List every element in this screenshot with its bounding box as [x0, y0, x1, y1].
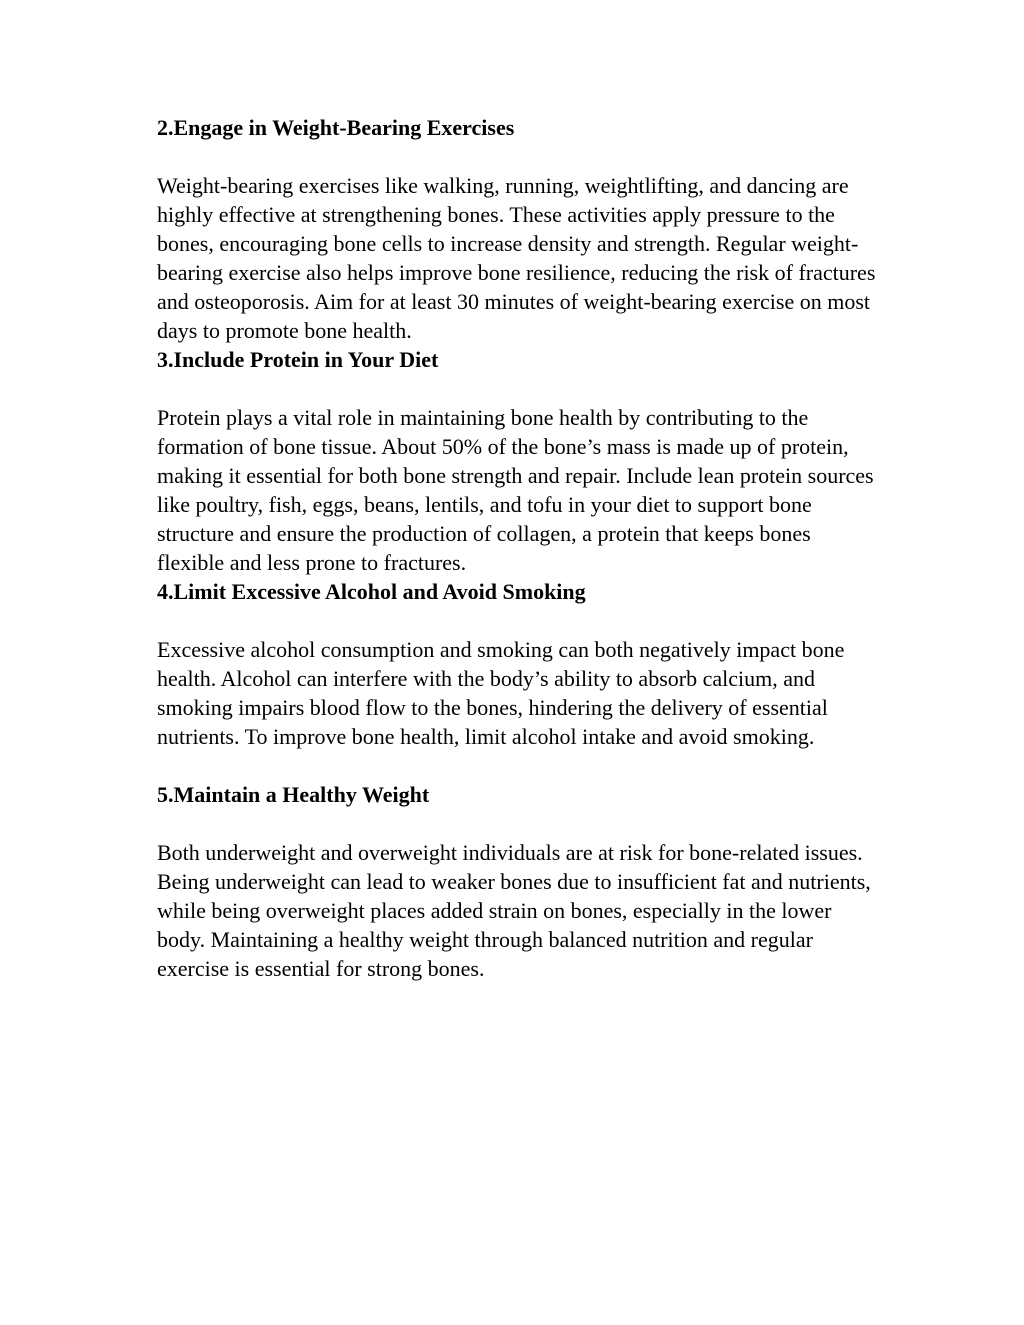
spacer — [157, 374, 877, 403]
section-heading-healthy-weight: 5.Maintain a Healthy Weight — [157, 782, 430, 807]
spacer — [157, 751, 877, 780]
section-body-alcohol-smoking: Excessive alcohol consumption and smoking can both negatively impact bone health. Alcohol can interfere with the body’s ability to absorb calcium, and smoking impairs blood flow to the bones, hindering the delivery of essential nutrients. To improve bone health, limit alcohol intake and avoid smoking. — [157, 637, 845, 749]
spacer — [157, 809, 877, 838]
section-body-protein: Protein plays a vital role in maintaining bone health by contributing to the formation of bone tissue. About 50% of the bone’s mass is made up of protein, making it essential for both bone strength and repair. Include lean protein sources like poultry, fish, eggs, beans, lentils, and tofu in your diet to support bone structure and ensure the production of collagen, a protein that keeps bones flexible and less prone to fractures. — [157, 405, 874, 575]
section-body-healthy-weight: Both underweight and overweight individuals are at risk for bone-related issues. Being underweight can lead to weaker bones due to insufficient fat and nutrients, while being overweight places added strain on bones, especially in the lower body. Maintaining a healthy weight through balanced nutrition and regular exercise is essential for strong bones. — [157, 840, 871, 981]
spacer — [157, 606, 877, 635]
section-body-weight-bearing: Weight-bearing exercises like walking, running, weightlifting, and dancing are highly effective at strengthening bones. These activities apply pressure to the bones, encouraging bone cells to increase density and strength. Regular weight-bearing exercise also helps improve bone resilience, reducing the risk of fractures and osteoporosis. Aim for at least 30 minutes of weight-bearing exercise on most days to promote bone health. — [157, 173, 876, 343]
section-heading-protein: 3.Include Protein in Your Diet — [157, 347, 439, 372]
spacer — [157, 142, 877, 171]
document-page — [157, 113, 877, 983]
section-heading-weight-bearing: 2.Engage in Weight-Bearing Exercises — [157, 115, 515, 140]
section-heading-alcohol-smoking: 4.Limit Excessive Alcohol and Avoid Smoking — [157, 579, 586, 604]
